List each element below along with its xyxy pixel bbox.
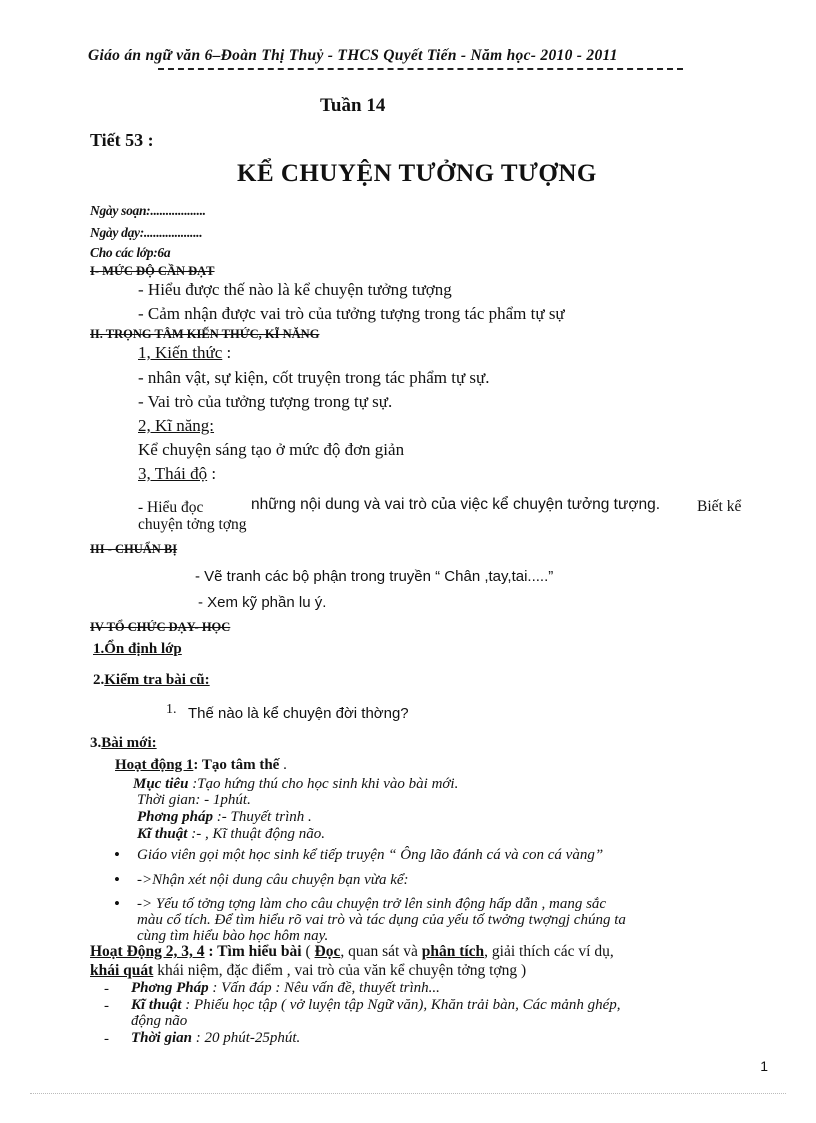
section-4-heading: IV TỔ CHỨC DẠY- HỌC [90, 620, 231, 634]
period-label: Tiết 53 : [90, 130, 154, 150]
knowledge-label: 1, Kiến thức [138, 343, 223, 362]
attitude-label: 3, Thái độ [138, 464, 208, 483]
method-label: Phơng Pháp [131, 980, 209, 996]
dash-marker: - [104, 1031, 109, 1047]
activity-1-bullet-line: màu cổ tích. Để tìm hiểu rõ vai trò và tác dụng của yếu tố twởng twợngj chúng ta [137, 912, 626, 928]
activity-2-generalize: khái quát [90, 962, 154, 979]
knowledge-item: - nhân vật, sự kiện, cốt truyện trong tác phẩm tự sự. [138, 368, 490, 387]
week-label: Tuần 14 [320, 95, 386, 116]
activity-2-technique [131, 997, 621, 1014]
review-question-number: 1. [166, 702, 177, 717]
activity-2-time [131, 1030, 300, 1047]
section-1-heading: I- MỨC ĐỘ CẦN ĐẠT [90, 264, 215, 278]
activity-2-paren: ( [301, 943, 315, 960]
time-text: : 20 phút-25phút. [191, 1030, 301, 1046]
section-3-heading: III - CHUẨN BỊ [90, 542, 178, 556]
activity-2-technique-line2: động não [131, 1013, 188, 1029]
new-lesson-heading [90, 734, 157, 752]
attitude-part2: những nội dung và vai trò của việc kể chuyện tưởng tượng. [251, 496, 661, 513]
knowledge-colon: : [222, 343, 232, 362]
activity-1-time: Thời gian: - 1phút. [137, 792, 251, 808]
activity-2-doc: Đọc [314, 943, 341, 960]
method-text: : Vấn đáp : Nêu vấn đề, thuyết trình... [208, 980, 440, 996]
prep-item: - Vẽ tranh các bộ phận trong truyền “ Chân ,tay,tai.....” [195, 568, 554, 585]
page-bottom-border [30, 1093, 786, 1094]
new-lesson-label: Bài mới: [101, 735, 157, 751]
technique-text: : Phiếu học tập ( vở luyện tập Ngữ văn), Khăn trải bàn, Các mảnh ghép, [181, 997, 621, 1013]
date-prepared: Ngày soạn:.................. [90, 203, 206, 218]
activity-2-method [131, 980, 440, 997]
section-2-heading: II. TRỌNG TÂM KIẾN THỨC, KĨ NĂNG [90, 327, 320, 341]
activity-1-label: Hoạt động 1 [115, 757, 194, 773]
review-heading [93, 671, 210, 689]
activity-2-mid2: , giải thích các ví dụ, [484, 943, 614, 960]
bullet-icon: • [114, 894, 120, 913]
bullet-icon: • [114, 870, 120, 889]
attitude-colon: : [207, 464, 217, 483]
lesson-title: KỂ CHUYỆN TƯỞNG TƯỢNG [237, 160, 597, 187]
activity-1-title-end: . [279, 757, 287, 773]
activity-2-label: Hoạt Động 2, 3, 4 [90, 943, 205, 960]
prep-item: - Xem kỹ phần lu ý. [198, 594, 327, 611]
class-label: Cho các lớp:6a [90, 245, 171, 260]
activity-1-bullet: Giáo viên gọi một học sinh kể tiếp truyện “ Ông lão đánh cá và con cá vàng” [137, 847, 604, 863]
objective-text: :Tạo hứng thú cho học sinh khi vào bài mới. [188, 776, 459, 792]
activity-1-heading [115, 757, 287, 774]
running-header: Giáo án ngữ văn 6–Đoàn Thị Thuỷ - THCS Quyết Tiến - Năm học- 2010 - 2011 [88, 47, 618, 64]
review-number: 2. [93, 672, 105, 688]
objective-item: - Cảm nhận được vai trò của tưởng tượng trong tác phẩm tự sự [138, 304, 565, 323]
skills-label: 2, Kĩ năng: [138, 416, 215, 435]
knowledge-item: - Vai trò của tưởng tượng trong tự sự. [138, 392, 393, 411]
method-text: :- Thuyết trình . [213, 809, 312, 825]
activity-2-line2-rest: khái niệm, đặc điểm , vai trò của văn kể chuyện tởng tợng ) [153, 962, 527, 979]
activity-2-heading [90, 943, 614, 961]
activity-2-analyze: phân tích [421, 943, 485, 960]
date-taught: Ngày dạy:................... [90, 225, 203, 240]
activity-1-objective [133, 776, 458, 793]
knowledge-heading [138, 343, 231, 363]
activity-1-technique [137, 826, 325, 843]
attitude-line2: chuyện tởng tợng [138, 516, 247, 533]
method-label: Phơng pháp [137, 809, 213, 825]
review-label: Kiểm tra bài cũ: [104, 672, 210, 688]
activity-1-bullet-line: cùng tìm hiểu bào học hôm nay. [137, 928, 329, 944]
activity-1-bullet: ->Nhận xét nội dung câu chuyện bạn vừa kể: [137, 872, 409, 888]
time-label: Thời gian [131, 1030, 192, 1046]
header-divider [158, 68, 683, 70]
attitude-heading [138, 464, 216, 484]
technique-text: :- , Kĩ thuật động não. [187, 826, 325, 842]
dash-marker: - [104, 998, 109, 1014]
activity-2-mid1: , quan sát và [340, 943, 422, 960]
attitude-part1: - Hiểu đọc [138, 499, 204, 516]
page-number: 1 [760, 1058, 768, 1074]
objective-item: - Hiểu được thế nào là kể chuyện tưởng tượng [138, 280, 452, 299]
objective-label: Mục tiêu [133, 776, 189, 792]
bullet-icon: • [114, 845, 120, 864]
attitude-part3: Biết kể [697, 498, 742, 515]
activity-2-title: : Tìm hiểu bài [204, 943, 302, 960]
activity-2-line2 [90, 962, 526, 980]
skills-text: Kể chuyện sáng tạo ở mức độ đơn giản [138, 440, 405, 459]
dash-marker: - [104, 981, 109, 997]
technique-label: Kĩ thuật [137, 826, 188, 842]
activity-1-method [137, 809, 312, 826]
new-lesson-number: 3. [90, 735, 102, 751]
technique-label: Kĩ thuật [131, 997, 182, 1013]
review-question: Thế nào là kể chuyện đời thờng? [188, 705, 409, 722]
stabilize-class: 1.Ổn định lớp [93, 641, 182, 657]
activity-1-bullet-line: -> Yếu tố tởng tợng làm cho câu chuyện trở lên sinh động hấp dẫn , mang sắc [137, 896, 607, 912]
activity-1-title: : Tạo tâm thế [193, 757, 280, 773]
